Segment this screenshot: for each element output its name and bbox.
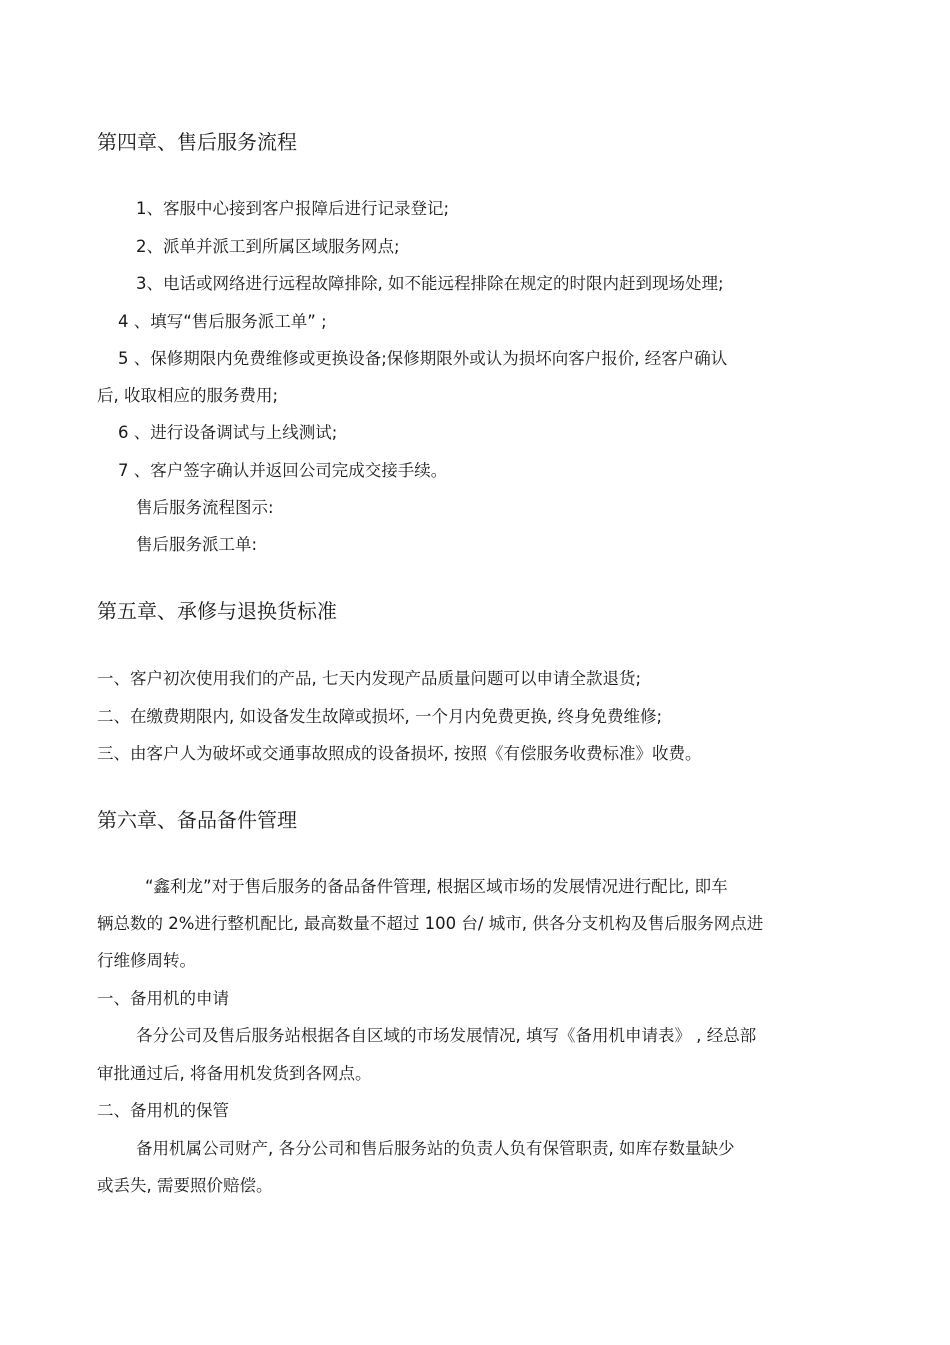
chapter5-item-1: 一、客户初次使用我们的产品, 七天内发现产品质量问题可以申请全款退货; (97, 669, 642, 688)
chapter5-item-3: 三、由客户人为破坏或交通事故照成的设备损坏, 按照《有偿服务收费标准》收费。 (97, 744, 702, 763)
chapter6-intro-line-1: “鑫利龙”对于售后服务的备品备件管理, 根据区域市场的发展情况进行配比, 即车 (145, 877, 728, 896)
section2-body-line-1: 备用机属公司财产, 各分公司和售后服务站的负责人负有保管职责, 如库存数量缺少 (136, 1139, 735, 1158)
chapter4-item-5: 5 、保修期限内免费维修或更换设备;保修期限外或认为损坏向客户报价, 经客户确认 (118, 349, 728, 368)
work-order-label: 售后服务派工单: (136, 535, 258, 554)
section1-body-line-1: 各分公司及售后服务站根据各自区域的市场发展情况, 填写《备用机申请表》 , 经总部 (136, 1026, 757, 1045)
chapter4-title: 第四章、售后服务流程 (97, 130, 297, 154)
section2-body-line-2: 或丢失, 需要照价赔偿。 (97, 1176, 273, 1195)
chapter4-item-1: 1、客服中心接到客户报障后进行记录登记; (136, 199, 450, 218)
section1-title: 一、备用机的申请 (97, 989, 229, 1008)
chapter4-item-3: 3、电话或网络进行远程故障排除, 如不能远程排除在规定的时限内赶到现场处理; (136, 274, 724, 293)
chapter5-item-2: 二、在缴费期限内, 如设备发生故障或损坏, 一个月内免费更换, 终身免费维修; (97, 707, 663, 726)
section2-title: 二、备用机的保管 (97, 1101, 229, 1120)
chapter4-item-4: 4 、填写“售后服务派工单” ; (118, 312, 327, 331)
chapter4-item-5-cont: 后, 收取相应的服务费用; (97, 386, 279, 405)
chapter4-item-2: 2、派单并派工到所属区域服务网点; (136, 237, 400, 256)
flow-chart-label: 售后服务流程图示: (136, 498, 274, 517)
chapter6-intro-line-3: 行维修周转。 (97, 951, 196, 970)
chapter4-item-7: 7 、客户签字确认并返回公司完成交接手续。 (118, 461, 448, 480)
chapter6-title: 第六章、备品备件管理 (97, 808, 297, 832)
chapter6-intro-line-2: 辆总数的 2%进行整机配比, 最高数量不超过 100 台/ 城市, 供各分支机构及售后服务网点进 (97, 914, 764, 933)
chapter5-title: 第五章、承修与退换货标准 (97, 599, 337, 623)
section1-body-line-2: 审批通过后, 将备用机发货到各网点。 (97, 1064, 372, 1083)
chapter4-item-6: 6 、进行设备调试与上线测试; (118, 423, 338, 442)
